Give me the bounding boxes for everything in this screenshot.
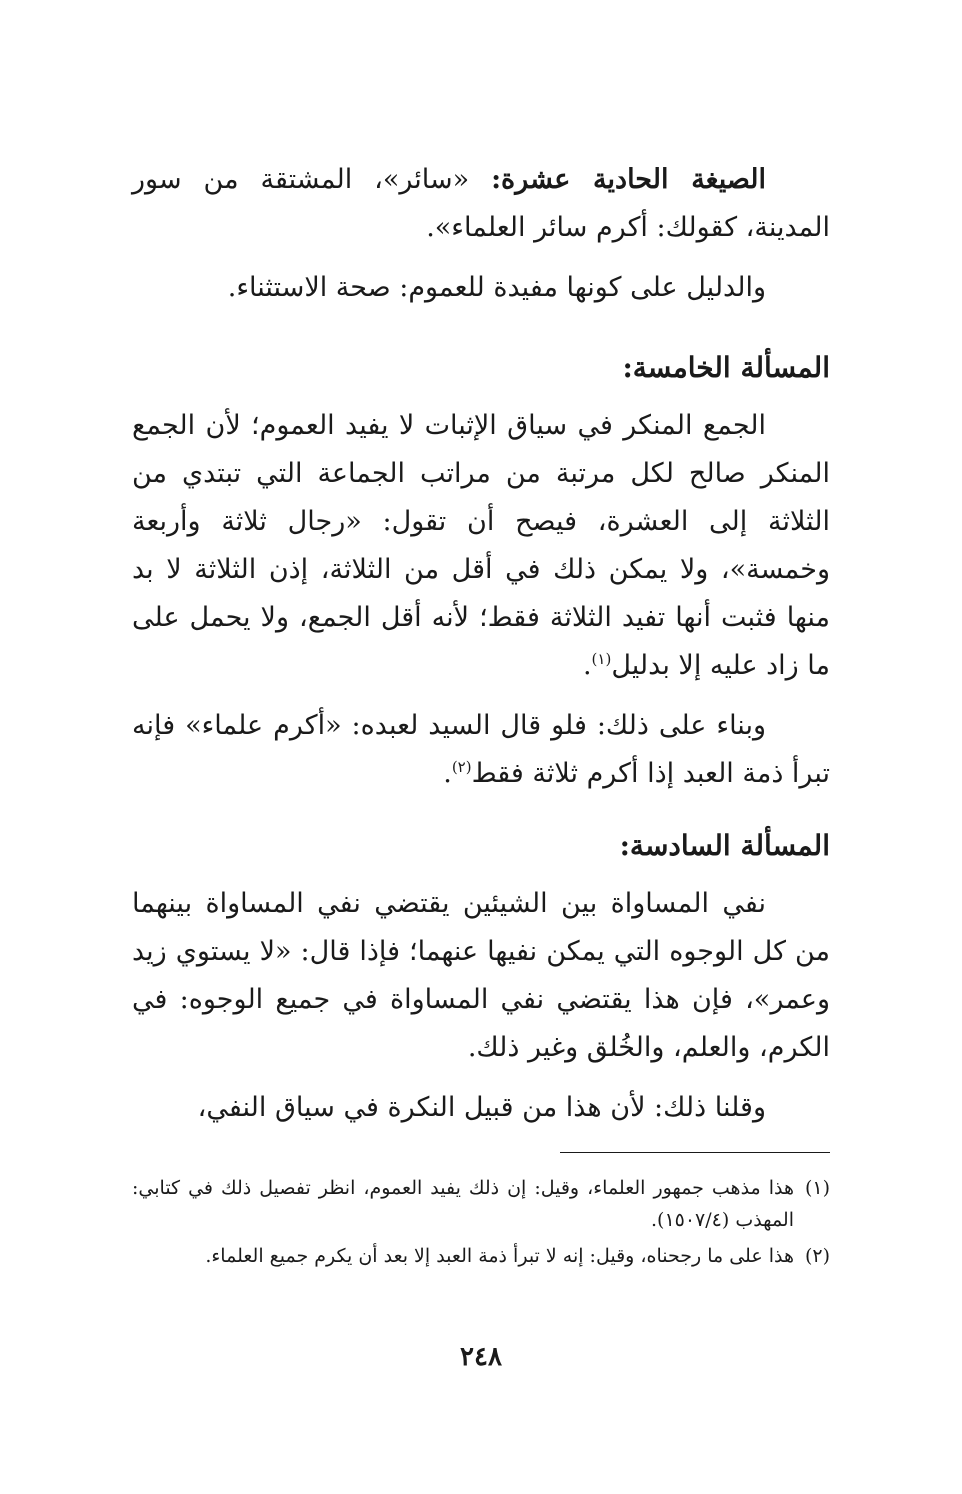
footnote-item xyxy=(132,1240,830,1272)
paragraph-plural-indefinite xyxy=(132,402,830,690)
page-number: ٢٤٨ xyxy=(460,1342,502,1372)
section-eleventh-form xyxy=(132,156,830,312)
footnotes-section xyxy=(132,1172,830,1276)
paragraph-evidence: والدليل على كونها مفيدة للعموم: صحة الاستثناء. xyxy=(227,272,766,303)
footnote-text: هذا على ما رجحناه، وقيل: إنه لا تبرأ ذمة العبد إلا بعد أن يكرم جميع العلماء. xyxy=(205,1245,794,1267)
paragraph-negation-equality: نفي المساواة بين الشيئين يقتضي نفي المساواة بينهما من كل الوجوه التي يمكن نفيها عنهما؛ فإذا قال: «لا يستوي زيد وعمر»، فإن هذا يقتضي نفي المساواة في جميع الوجوه: في الكرم، والعلم، والخُلق وغير ذلك. xyxy=(132,888,830,1063)
section-issue-five xyxy=(132,402,830,798)
paragraph-text: الجمع المنكر في سياق الإثبات لا يفيد العموم؛ لأن الجمع المنكر صالح لكل مرتبة من مراتب الجماعة التي تبتدي من الثلاثة إلى العشرة، فيصح أن تقول: «رجال ثلاثة وأربعة وخمسة»، ولا يمكن ذلك في أقل من الثلاثة، إذن الثلاثة لا بد منها فثبت أنها تفيد الثلاثة فقط؛ لأنه أقل الجمع، ولا يحمل على ما زاد عليه إلا بدليل xyxy=(132,410,830,681)
footnote-number: (٢) xyxy=(804,1245,830,1267)
footnote-number: (١) xyxy=(804,1177,830,1199)
form-title: الصيغة الحادية عشرة: xyxy=(491,164,766,195)
paragraph-master-servant xyxy=(132,702,830,798)
paragraph-text: وبناء على ذلك: فلو قال السيد لعبده: «أكرم علماء» فإنه تبرأ ذمة العبد إذا أكرم ثلاثة فقط xyxy=(132,710,830,789)
footnote-reference[interactable]: (٢) xyxy=(451,758,472,776)
heading-issue-six: المسألة السادسة: xyxy=(619,829,830,862)
footnote-text: هذا مذهب جمهور العلماء، وقيل: إن ذلك يفيد العموم، انظر تفصيل ذلك في كتابي: المهذب (١٥٠٧/٤). xyxy=(132,1177,794,1231)
paragraph-reasoning: وقلنا ذلك: لأن هذا من قبيل النكرة في سياق النفي، xyxy=(197,1092,766,1123)
section-issue-six xyxy=(132,880,830,1132)
heading-issue-five: المسألة الخامسة: xyxy=(622,351,830,384)
footnote-separator xyxy=(560,1152,830,1153)
form-description: «سائر»، المشتقة من سور المدينة، كقولك: أكرم سائر العلماء». xyxy=(132,164,830,243)
paragraph-end: . xyxy=(443,758,452,789)
footnote-reference[interactable]: (١) xyxy=(591,650,612,668)
footnote-item xyxy=(132,1172,830,1236)
paragraph-eleventh-form xyxy=(132,156,830,252)
paragraph-end: . xyxy=(582,650,592,681)
